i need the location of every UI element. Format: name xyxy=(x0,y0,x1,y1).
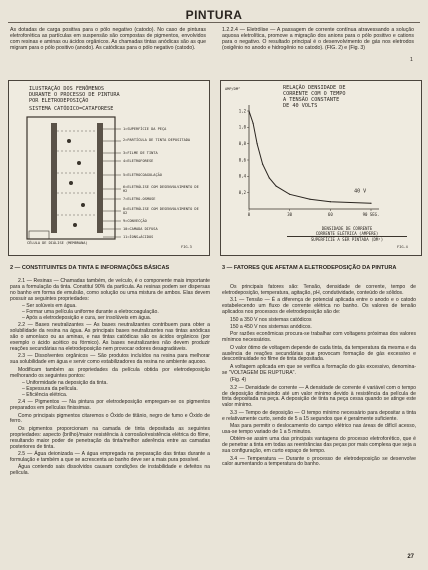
paragraph: Os principais fatores são: Tensão, densidade de corrente, tempo de eletrodeposição, temperatura, agitação, pH, condutividade, conteúdo de sólidos. xyxy=(222,284,416,296)
list-item: – Após a eletrodeposição e cura, ser insolúveis em água. xyxy=(22,316,210,322)
paragraph: 3.2 — Densidade de corrente — A densidade de corrente é variável com o tempo de deposição diminuindo até um valor mínimo devido à resistência da película de tinta depositada na peça. A deposição de tinta na peça cessa quando se atinge este valor mínimo. xyxy=(222,384,416,409)
chart-caption xyxy=(277,227,417,242)
dialysis-cell-label: CÉLULA DE DIÁLISE (MEMBRANA) xyxy=(27,241,88,245)
voltage-value: 150 a 350 V nos sistemas catódicos xyxy=(230,316,312,323)
fig1-label: 10=CAMADA DIFUSA xyxy=(123,227,158,231)
list-item: – Uniformidade na deposição da tinta. xyxy=(22,381,210,387)
paragraph: 2.2 — Bases neutralizantes — As bases neutralizantes contribuem para obter a solubilidade da resina na água. As principais bases neutralizantes nas tintas anódicas são o amoníaco ou as aminas, e nas tintas catódicas são os ácidos orgânicos (por exemplo o ácido acético ou fórmico). As bases neutralizantes não devem produzir reações secundárias na eletrodeposição nem provocar odores desagradáveis. xyxy=(10,322,210,352)
y-tick-label: 0,8 xyxy=(238,140,246,146)
paragraph: Mas para permitir o deslocamento do campo elétrico nas áreas de difícil acesso, usa-se tempo variado de 1 a 5 minutos. xyxy=(222,423,416,435)
data-point xyxy=(248,110,249,111)
fig1-label: 7=ELETRO-OSMOSE xyxy=(123,197,156,201)
paragraph: A voltagem aplicada em que se verifica a formação do gás excessivo, denomina-se "VOLTAGEM DE RUPTURA". xyxy=(222,363,416,376)
list-item: – Ser solúveis em água. xyxy=(22,304,210,310)
x-tick-label: 60 xyxy=(327,212,333,217)
intro-left: As dotadas de carga positiva para o pólo negativo (catodo). No caso de pinturas eletroforética as partículas em suspensão são compostas de pigmentos, envolvidos com resinas e aminas ou ácidos orgânicos. As chamadas tintas anódicas são as que migram para o pólo positivo (anodo). As catódicas para o pólo negativo (catodo). xyxy=(10,27,206,51)
data-point xyxy=(257,143,258,144)
x-tick-label: 90 SEG. xyxy=(362,212,380,217)
paragraph: 2.1 — Resinas — Chamadas também, de veículo, é o componente mais importante para a formulação da tinta. Constituí 90% da partícula. As resinas podem ser dispersas no banho em forma de emulsão, como solução ou uma mistura de ambos. Elas devem possuir as seguintes propriedades: xyxy=(10,278,210,302)
fig2-title-line: CORRENTE COM O TEMPO xyxy=(283,91,346,97)
caption-line: DENSIDADE DE CORRENTE xyxy=(321,226,373,231)
fig1-caption: FIG.3 xyxy=(181,245,192,249)
fig1-title-line: ILUSTRAÇÃO DOS FENÔMENOS xyxy=(29,86,104,92)
y-tick-label: 0,4 xyxy=(238,173,246,179)
page-number: 27 xyxy=(407,554,414,560)
paragraph: 3.4 — Temperatura — Durante o processo de eletrodeposição se desenvolve calor aumentando a temperatura do banho. xyxy=(222,455,416,468)
x-tick-label: 30 xyxy=(287,212,293,217)
list-item: – Formar uma película uniforme durante a eletrocoagulação. xyxy=(22,310,210,316)
paragraph: 3.1 — Tensão — É a diferença de potencial aplicada entre o anodo e o catodo estabelecendo um fluxo de corrente elétrica no banho. Os valores de tensão aplicados nos processos de eletrodeposição são de: xyxy=(222,297,416,316)
caption-line: CORRENTE ELÉTRICA (AMPERE) xyxy=(287,232,407,237)
paragraph: 2.4 — Pigmentos — Na pintura por eletrodeposição empregam-se os pigmentos preparados em películas finissimas. xyxy=(10,399,210,412)
paragraph: Por razões econômicas procura-se trabalhar com voltagens próximas dos valores mínimos necessários. xyxy=(222,331,416,344)
fig1-label: 5=ELETROCOAGULAÇÃO xyxy=(123,173,162,177)
fig2-title-line: A TENSÃO CONSTANTE xyxy=(283,97,340,103)
section-3-heading: 3 — FATORES QUE AFETAM A ELETRODEPOSIÇÃO DA PINTURA xyxy=(222,265,397,271)
section-2-body xyxy=(10,279,210,479)
paragraph: Modificam também as propriedades da película obtida por eletrodeposição melhorando os seguintes pontos: xyxy=(10,366,210,379)
fig1-title-line: DURANTE O PROCESSO DE PINTURA xyxy=(29,92,120,98)
series-line-40v xyxy=(249,111,371,203)
paragraph: 2.5 — Água deionizada — A água empregada na preparação das tintas durante a formulação e também a que se acrescenta ao banho deve ser a mais pura possível. xyxy=(10,450,210,463)
paragraph: Obtém-se assim uma das principais vantagens do processo eletroforético, que é de penetrar a tinta em todas as reentrâncias das peças por mais complexa que seja a sua configuração, em curto espaço de tempo. xyxy=(222,436,416,455)
fig1-title-line: SISTEMA CATÓDICO=CATAFORESE xyxy=(29,106,114,112)
caption-line: SUPERFÍCIE A SER PINTADA (DM²) xyxy=(310,237,384,242)
y-tick-label: 1,2 xyxy=(238,108,246,114)
data-point xyxy=(370,203,371,204)
data-point xyxy=(276,186,277,187)
paragraph: 3.3 — Tempo de deposição — O tempo mínimo necessário para depositar a tinta e relativamente curto, sendo de 5 a 15 segundos que é geralmente suficiente. xyxy=(222,409,416,422)
data-point xyxy=(262,163,263,164)
list-item: – Espessura da película. xyxy=(22,387,210,393)
fig1-label: 3=FILME DE TINTA xyxy=(123,151,158,155)
fig2-title-line: DE 40 VOLTS xyxy=(283,103,318,109)
resin-properties-list xyxy=(10,304,210,322)
paragraph: Como principais pigmentos citaremos o Óxido de titânio, negro de fumo e Óxido de ferro. xyxy=(10,412,210,425)
paragraph: O valor ótimo de voltagem depende de cada tinta, da temperatura da mesma e da ausência de reações secundárias que provocam formação de gás excessivo e descontinuidade no filme de tinta depositada. xyxy=(222,344,416,363)
data-point xyxy=(252,123,253,124)
section-3-body xyxy=(222,285,416,470)
fig2-number: FIG.4 xyxy=(397,245,408,249)
y-axis-label: AMP/DM² xyxy=(225,87,241,91)
current-density-chart xyxy=(220,80,422,256)
paragraph: Os pigmentos proporcionam na camada de tinta depositada as seguintes propriedades: aspecto (brilho)/maior resistência à corrosão/resistência elétrica do filme, resultando maior poder de penetração da tinta/melhor aderência entre as camadas posteriores de tinta. xyxy=(10,425,210,450)
y-tick-label: 0,2 xyxy=(238,189,246,195)
fig1-label: 8=ELETRÓLISE COM DESENVOLVIMENTO DE O2 xyxy=(123,207,199,215)
y-tick-label: 1,0 xyxy=(238,124,246,130)
fig2-title-line: RELAÇÃO DENSIDADE DE xyxy=(283,85,346,91)
curve-label: 40 V xyxy=(354,188,367,195)
film-properties-list xyxy=(10,381,210,399)
electrodeposition-illustration xyxy=(8,80,210,256)
paragraph: Água contendo sais dissolvidos causam condições de instabilidade e defeitos na película. xyxy=(10,464,210,477)
fig1-label: 4=ELETROFORESE xyxy=(123,159,154,163)
figure-reference: (Fig. 4) xyxy=(230,377,247,384)
voltage-value: 150 a 450 V nos sistemas anódicos. xyxy=(230,323,312,330)
fig1-label: 9=CONVECÇÃO xyxy=(123,219,147,223)
y-tick-label: 0,6 xyxy=(238,157,246,163)
fig1-label: 6=ELETRÓLISE COM DESENVOLVIMENTO DE H2 xyxy=(123,185,199,193)
section-2-heading: 2 — CONSTITUINTES DA TINTA E INFORMAÇÕES BÁSICAS xyxy=(10,265,170,271)
page-header: PINTURA xyxy=(185,8,243,22)
data-point xyxy=(330,201,331,202)
data-point xyxy=(309,199,310,200)
fig1-title-line: POR ELETRODEPOSIÇÃO xyxy=(29,98,89,104)
list-item: – Eficiência elétrica. xyxy=(22,393,210,399)
paragraph: 2.3 — Dissolventes orgânicos — São produtos incluídos na resina para melhorar sua solubilidade em água e servir como estabilizadores da resina no ambiente aquoso. xyxy=(10,353,210,366)
data-point xyxy=(269,177,270,178)
fig1-label: 2=PARTÍCULA DE TINTA DEPOSITADA xyxy=(123,138,191,142)
x-tick-label: 0 xyxy=(247,212,251,217)
data-point xyxy=(289,194,290,195)
fig1-label: 1=SUPERFÍCIE DA PEÇA xyxy=(123,127,167,131)
fig1-label: 11=ÍONS+ÁCIDOS xyxy=(123,235,154,239)
intro-right: 1.2.2.4 — Eletrólise — A passagem de corrente contínua atravessando a solução aquosa eletrolítica, promove a migração dos anions para o pólo positivo e cations para o negativo. O resultado principal é o desenvolvimento de gás nos eletrodos (oxigênio no anodo e hidrogênio no catodo). (FIG. 2) e (Fig. 3) xyxy=(222,27,414,51)
intro-right-ref: 1 xyxy=(410,57,413,63)
header-rule xyxy=(8,22,420,23)
